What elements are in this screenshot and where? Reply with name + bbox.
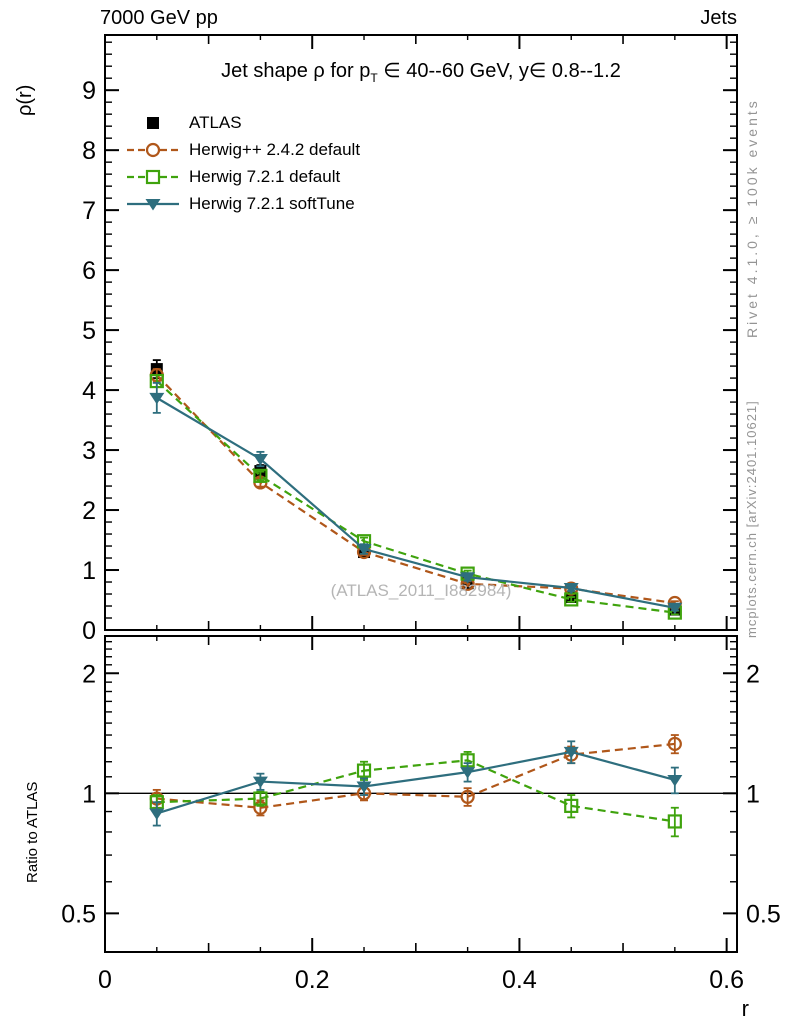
svg-text:1: 1: [82, 557, 96, 586]
svg-text:5: 5: [82, 317, 96, 346]
series-atlas: [151, 360, 681, 616]
ratio-panel-frame: [105, 636, 737, 952]
y-axis-label-ratio: Ratio to ATLAS: [24, 781, 41, 883]
plot-title-prefix: Jet shape ρ for p: [221, 60, 371, 82]
legend-item-herwig-721-softtune: [126, 190, 360, 217]
herwig-721-softtune-marker-icon: [126, 193, 180, 215]
herwigpp-242-marker-icon: [126, 139, 180, 161]
svg-text:0.2: 0.2: [294, 966, 330, 994]
rivet-version-note: Rivet 4.1.0, ≥ 100k events: [744, 98, 760, 338]
series-herwig-2-4-2-default: [151, 369, 681, 609]
atlas-marker-icon: [126, 112, 180, 134]
svg-text:0.4: 0.4: [502, 966, 537, 994]
legend: [126, 109, 360, 217]
series-line: [157, 752, 675, 814]
svg-text:0.5: 0.5: [61, 900, 96, 929]
legend-marker-glyph: [126, 193, 180, 215]
series-line: [157, 398, 675, 608]
legend-item-atlas: [126, 109, 360, 136]
beam-energy-label: 7000 GeV pp: [100, 7, 218, 29]
plot-title-suffix: ∈ 40--60 GeV, y∈ 0.8--1.2: [377, 60, 621, 82]
herwig-721-default-marker-icon: [126, 166, 180, 188]
analysis-category-label: Jets: [700, 7, 737, 29]
svg-text:9: 9: [82, 77, 96, 106]
svg-text:1: 1: [82, 780, 96, 809]
data-point-filled-triangle-down: [149, 393, 164, 405]
svg-text:0.5: 0.5: [746, 900, 781, 929]
data-point-filled-triangle-down: [149, 808, 164, 820]
legend-marker-glyph: [126, 166, 180, 188]
series-line: [157, 381, 675, 613]
svg-text:0: 0: [98, 966, 112, 994]
legend-item-herwigpp-242-default: [126, 136, 360, 163]
mcplots-reference-note: mcplots.cern.ch [arXiv:2401.10621]: [744, 400, 759, 638]
svg-text:0.6: 0.6: [709, 966, 745, 994]
svg-text:2: 2: [82, 497, 96, 526]
plot-title-subscript: T: [370, 71, 378, 85]
svg-text:6: 6: [82, 257, 96, 286]
ratio-series-herwig-7-2-1-softtune: [149, 741, 682, 825]
legend-marker-glyph: [126, 139, 180, 161]
legend-item-herwig-721-default: [126, 163, 360, 190]
svg-text:r: r: [741, 996, 749, 1021]
plot-title: [105, 58, 737, 85]
svg-text:0: 0: [82, 617, 96, 645]
svg-text:1: 1: [746, 780, 760, 809]
legend-label: Herwig 7.2.1 softTune: [189, 193, 355, 213]
svg-text:3: 3: [82, 437, 96, 466]
svg-text:8: 8: [82, 137, 96, 166]
series-line: [157, 375, 675, 603]
legend-label: ATLAS: [189, 112, 242, 132]
svg-text:2: 2: [746, 660, 760, 689]
legend-label: Herwig++ 2.4.2 default: [189, 139, 361, 159]
legend-label: Herwig 7.2.1 default: [189, 166, 341, 186]
svg-text:7: 7: [82, 197, 96, 226]
series-line: [157, 744, 675, 808]
data-point-filled-triangle-down: [667, 775, 682, 787]
axis-tick-labels: [61, 77, 781, 1021]
analysis-id-watermark: (ATLAS_2011_I882984): [330, 581, 512, 600]
y-axis-label-top: ρ(r): [14, 84, 36, 116]
ratio-series-herwig-2-4-2-default: [151, 735, 681, 815]
legend-marker-glyph: [126, 112, 180, 134]
svg-text:2: 2: [82, 660, 96, 689]
svg-text:4: 4: [82, 377, 96, 406]
series-line: [157, 760, 675, 821]
series-herwig-7-2-1-softtune: [149, 383, 682, 614]
